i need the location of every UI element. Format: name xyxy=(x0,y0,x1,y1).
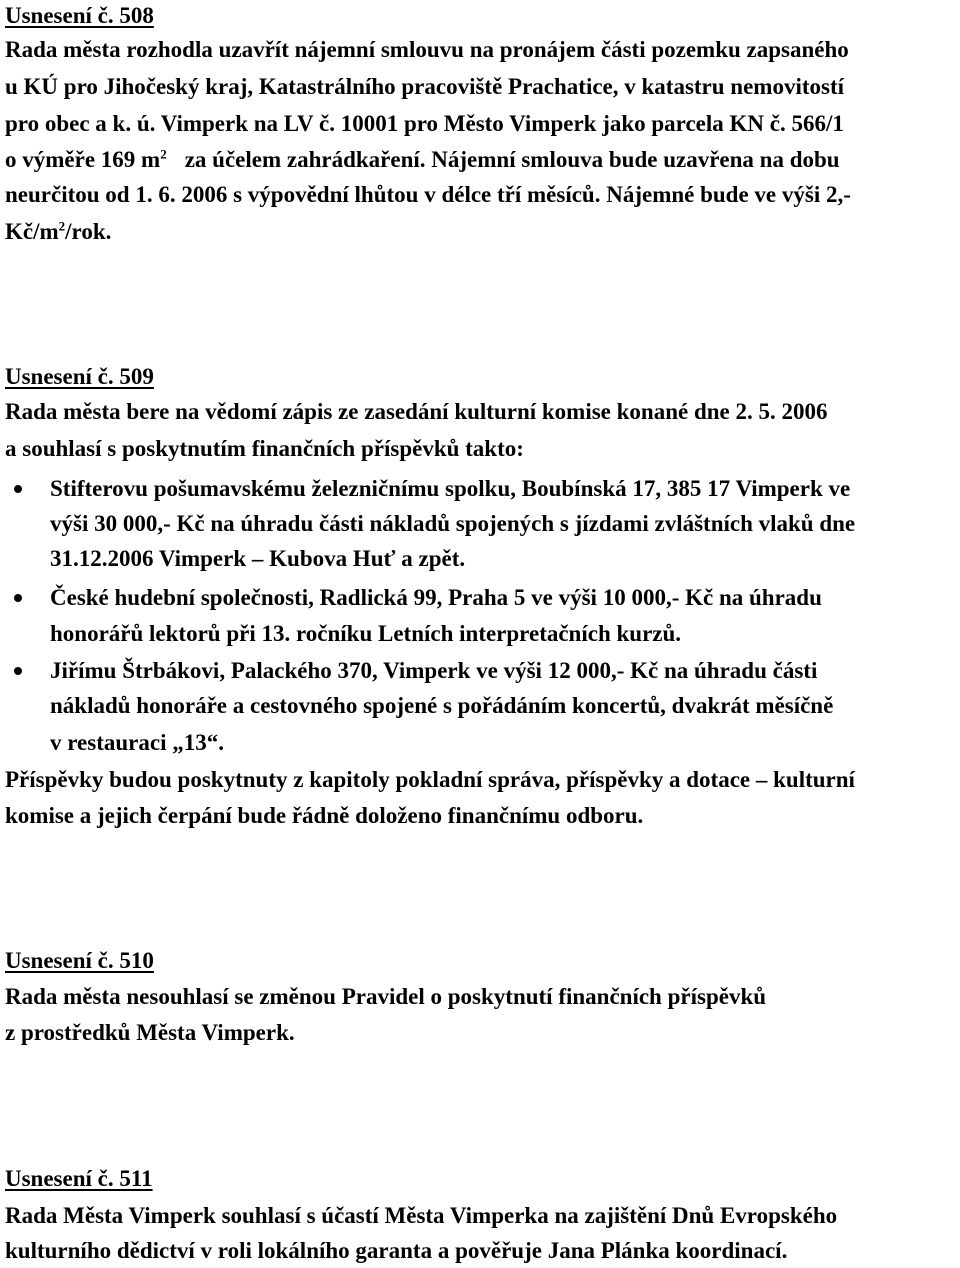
text-line: komise a jejich čerpání bude řádně doloženo finančnímu odboru. xyxy=(5,803,644,828)
text-line: kulturního dědictví v roli lokálního garanta a pověřuje Jana Plánka koordinací. xyxy=(5,1238,788,1263)
text-line: z prostředků Města Vimperk. xyxy=(5,1020,295,1045)
text-line: Rada města bere na vědomí zápis ze zasedání kulturní komise konané dne 2. 5. 2006 xyxy=(5,399,828,424)
heading-510: Usnesení č. 510 xyxy=(5,948,154,973)
heading-509: Usnesení č. 509 xyxy=(5,364,154,389)
text-line: Příspěvky budou poskytnuty z kapitoly pokladní správa, příspěvky a dotace – kulturní xyxy=(5,767,855,792)
bullet-icon xyxy=(14,667,22,675)
bullet-icon xyxy=(14,594,22,602)
list-item: Stifterovu pošumavskému železničnímu spolku, Boubínská 17, 385 17 Vimperk ve xyxy=(50,476,851,501)
text-line: Rada města rozhodla uzavřít nájemní smlouvu na pronájem části pozemku zapsaného xyxy=(5,37,849,62)
text-line: Rada Města Vimperk souhlasí s účastí Města Vimperka na zajištění Dnů Evropského xyxy=(5,1203,838,1228)
superscript: 2 xyxy=(58,218,66,234)
list-item: České hudební společnosti, Radlická 99, Praha 5 ve výši 10 000,- Kč na úhradu xyxy=(50,585,822,610)
text-line: pro obec a k. ú. Vimperk na LV č. 10001 pro Město Vimperk jako parcela KN č. 566/1 xyxy=(5,111,844,136)
text-line: a souhlasí s poskytnutím finančních příspěvků takto: xyxy=(5,436,524,461)
list-item: nákladů honoráře a cestovného spojené s pořádáním koncertů, dvakrát měsíčně xyxy=(50,693,834,718)
bullet-icon xyxy=(14,485,22,493)
text-line: o výměře 169 $m^2$ za účelem zahrádkaření. Nájemní smlouva bude uzavřena na dobu xyxy=(5,146,840,172)
text-line: Rada města nesouhlasí se změnou Pravidel o poskytnutí finančních příspěvků xyxy=(5,984,767,1009)
list-item: Jiřímu Štrbákovi, Palackého 370, Vimperk ve výši 12 000,- Kč na úhradu části xyxy=(50,658,818,683)
list-item: honorářů lektorů při 13. ročníku Letních interpretačních kurzů. xyxy=(50,621,682,646)
text-line: $Kč/m^2$/rok. xyxy=(5,218,112,244)
superscript: 2 xyxy=(160,146,167,162)
heading-508: Usnesení č. 508 xyxy=(5,3,154,28)
text-line: u KÚ pro Jihočeský kraj, Katastrálního pracoviště Prachatice, v katastru nemovitostí xyxy=(5,74,845,99)
list-item: v restauraci „13“. xyxy=(50,730,224,755)
list-item: výši 30 000,- Kč na úhradu části nákladů spojených s jízdami zvláštních vlaků dne xyxy=(50,511,856,536)
list-item: 31.12.2006 Vimperk – Kubova Huť a zpět. xyxy=(50,546,466,571)
heading-511: Usnesení č. 511 xyxy=(5,1166,153,1191)
text-line: neurčitou od 1. 6. 2006 s výpovědní lhůtou v délce tří měsíců. Nájemné bude ve výši 2,- xyxy=(5,182,851,207)
